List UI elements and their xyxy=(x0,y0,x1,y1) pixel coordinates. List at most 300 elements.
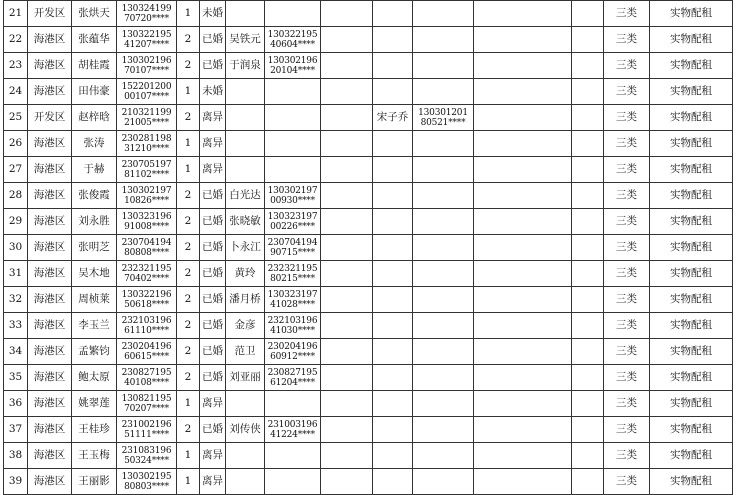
spouse-id-cell-part2: 60912**** xyxy=(270,351,315,362)
spouse-id-cell-part2: 90715**** xyxy=(270,247,315,258)
household-count: 2 xyxy=(177,183,200,209)
spouse-id-cell-part1: 130322195 xyxy=(267,29,318,40)
applicant-name: 胡桂霞 xyxy=(72,53,117,79)
spouse-name xyxy=(226,391,265,417)
allocation-method-cell: 实物配租 xyxy=(650,365,733,391)
allocation-method-cell: 实物配租 xyxy=(650,417,733,443)
spouse-id-cell xyxy=(265,261,321,287)
applicant-id-cell-part1: 230704194 xyxy=(121,237,172,248)
spouse-id-cell-part1: 231003196 xyxy=(267,419,318,430)
category-cell: 三类 xyxy=(604,27,650,53)
table-row xyxy=(4,469,733,495)
spouse-id-cell xyxy=(265,443,321,469)
spouse-name xyxy=(226,105,265,131)
household-count: 2 xyxy=(177,209,200,235)
spouse-name xyxy=(226,443,265,469)
row-number: 29 xyxy=(4,209,28,235)
empty-cell xyxy=(474,339,572,365)
category-cell: 三类 xyxy=(604,339,650,365)
applicant-id-cell xyxy=(117,209,177,235)
member-id-cell xyxy=(413,27,474,53)
empty-cell xyxy=(474,313,572,339)
row-number: 34 xyxy=(4,339,28,365)
spouse-name xyxy=(226,79,265,105)
applicant-id-cell-part2: 81102**** xyxy=(124,169,169,180)
applicant-id-cell-part2: 10826**** xyxy=(124,195,169,206)
applicant-id-cell-part1: 230281198 xyxy=(121,133,172,144)
household-count: 1 xyxy=(177,469,200,495)
applicant-id-cell-part1: 130302197 xyxy=(121,185,172,196)
applicant-id-cell-part2: 80808**** xyxy=(124,247,169,258)
spouse-id-cell-part2: 00226**** xyxy=(270,221,315,232)
household-count: 2 xyxy=(177,235,200,261)
category-cell: 三类 xyxy=(604,417,650,443)
applicant-id-cell xyxy=(117,365,177,391)
allocation-method-cell: 实物配租 xyxy=(650,287,733,313)
member-id-cell xyxy=(413,183,474,209)
applicant-name: 孟繁钧 xyxy=(72,339,117,365)
applicant-id-cell-part1: 230204196 xyxy=(121,341,172,352)
applicant-id-cell-part2: 41207**** xyxy=(124,39,169,50)
empty-cell xyxy=(321,1,373,27)
spouse-id-cell xyxy=(265,365,321,391)
row-number: 33 xyxy=(4,313,28,339)
row-number: 38 xyxy=(4,443,28,469)
applicant-table xyxy=(3,0,733,495)
category-cell: 三类 xyxy=(604,1,650,27)
member-name xyxy=(373,27,413,53)
district-cell: 海港区 xyxy=(28,365,72,391)
spouse-id-cell xyxy=(265,27,321,53)
spouse-name: 于润泉 xyxy=(226,53,265,79)
applicant-name: 张涛 xyxy=(72,131,117,157)
marital-status: 离异 xyxy=(200,443,226,469)
applicant-id-cell xyxy=(117,131,177,157)
spouse-name: 黄玲 xyxy=(226,261,265,287)
spouse-name: 金彦 xyxy=(226,313,265,339)
applicant-name: 张俊霞 xyxy=(72,183,117,209)
category-cell: 三类 xyxy=(604,105,650,131)
spouse-id-cell xyxy=(265,183,321,209)
category-cell: 三类 xyxy=(604,131,650,157)
applicant-name: 刘永胜 xyxy=(72,209,117,235)
spouse-id-cell xyxy=(265,417,321,443)
empty-cell xyxy=(474,105,572,131)
applicant-id-cell-part1: 130322196 xyxy=(121,289,172,300)
member-name xyxy=(373,469,413,495)
district-cell: 海港区 xyxy=(28,469,72,495)
marital-status: 已婚 xyxy=(200,313,226,339)
household-count: 2 xyxy=(177,53,200,79)
row-number: 36 xyxy=(4,391,28,417)
empty-cell xyxy=(572,287,604,313)
table-row xyxy=(4,365,733,391)
empty-cell xyxy=(572,313,604,339)
spouse-id-cell-part1: 130302197 xyxy=(267,185,318,196)
spouse-id-cell xyxy=(265,53,321,79)
marital-status: 已婚 xyxy=(200,261,226,287)
table-row xyxy=(4,105,733,131)
member-id-cell xyxy=(413,365,474,391)
spouse-id-cell-part2: 41028**** xyxy=(270,299,315,310)
member-name xyxy=(373,53,413,79)
row-number: 23 xyxy=(4,53,28,79)
marital-status: 离异 xyxy=(200,157,226,183)
district-cell: 海港区 xyxy=(28,313,72,339)
allocation-method-cell: 实物配租 xyxy=(650,209,733,235)
applicant-id-cell xyxy=(117,313,177,339)
applicant-id-cell-part2: 70720**** xyxy=(124,13,169,24)
applicant-id-cell-part1: 231083196 xyxy=(121,445,172,456)
spouse-name: 张晓敏 xyxy=(226,209,265,235)
empty-cell xyxy=(321,209,373,235)
applicant-name: 于赫 xyxy=(72,157,117,183)
applicant-id-cell-part1: 232103196 xyxy=(121,315,172,326)
empty-cell xyxy=(321,469,373,495)
spouse-name: 卜永江 xyxy=(226,235,265,261)
applicant-id-cell xyxy=(117,417,177,443)
allocation-method-cell: 实物配租 xyxy=(650,443,733,469)
member-id-cell xyxy=(413,105,474,131)
applicant-name: 张明芝 xyxy=(72,235,117,261)
marital-status: 已婚 xyxy=(200,235,226,261)
empty-cell xyxy=(572,79,604,105)
empty-cell xyxy=(321,105,373,131)
spouse-id-cell-part1: 230204196 xyxy=(267,341,318,352)
table-row xyxy=(4,183,733,209)
empty-cell xyxy=(321,235,373,261)
spouse-id-cell-part1: 230827195 xyxy=(267,367,318,378)
applicant-id-cell xyxy=(117,261,177,287)
applicant-name: 张烘天 xyxy=(72,1,117,27)
empty-cell xyxy=(572,469,604,495)
applicant-id-cell-part1: 130324199 xyxy=(121,3,172,14)
empty-cell xyxy=(474,183,572,209)
applicant-id-cell-part2: 50324**** xyxy=(124,455,169,466)
applicant-name: 王玉梅 xyxy=(72,443,117,469)
district-cell: 海港区 xyxy=(28,79,72,105)
empty-cell xyxy=(572,53,604,79)
table-row xyxy=(4,1,733,27)
member-id-cell xyxy=(413,339,474,365)
table-row xyxy=(4,313,733,339)
member-name xyxy=(373,417,413,443)
applicant-id-cell xyxy=(117,183,177,209)
spouse-id-cell-part2: 80215**** xyxy=(270,273,315,284)
spouse-name: 刘传侠 xyxy=(226,417,265,443)
empty-cell xyxy=(321,27,373,53)
table-row xyxy=(4,339,733,365)
applicant-id-cell-part1: 130821195 xyxy=(121,393,172,404)
spouse-id-cell-part2: 40604**** xyxy=(270,39,315,50)
applicant-id-cell xyxy=(117,79,177,105)
applicant-id-cell-part2: 70402**** xyxy=(124,273,169,284)
applicant-id-cell xyxy=(117,469,177,495)
spouse-id-cell xyxy=(265,287,321,313)
table-row xyxy=(4,391,733,417)
category-cell: 三类 xyxy=(604,53,650,79)
member-name xyxy=(373,339,413,365)
spouse-id-cell xyxy=(265,105,321,131)
table-row xyxy=(4,157,733,183)
empty-cell xyxy=(572,1,604,27)
applicant-id-cell xyxy=(117,391,177,417)
applicant-id-cell-part1: 130322195 xyxy=(121,29,172,40)
allocation-method-cell: 实物配租 xyxy=(650,157,733,183)
spouse-id-cell xyxy=(265,339,321,365)
empty-cell xyxy=(572,443,604,469)
empty-cell xyxy=(321,157,373,183)
marital-status: 未婚 xyxy=(200,1,226,27)
household-count: 2 xyxy=(177,339,200,365)
applicant-id-cell-part2: 70207**** xyxy=(124,403,169,414)
household-count: 2 xyxy=(177,417,200,443)
empty-cell xyxy=(572,417,604,443)
empty-cell xyxy=(474,417,572,443)
category-cell: 三类 xyxy=(604,365,650,391)
district-cell: 海港区 xyxy=(28,235,72,261)
row-number: 27 xyxy=(4,157,28,183)
empty-cell xyxy=(474,79,572,105)
member-id-cell xyxy=(413,79,474,105)
marital-status: 离异 xyxy=(200,105,226,131)
member-id-cell xyxy=(413,1,474,27)
row-number: 31 xyxy=(4,261,28,287)
allocation-method-cell: 实物配租 xyxy=(650,27,733,53)
empty-cell xyxy=(572,183,604,209)
district-cell: 海港区 xyxy=(28,339,72,365)
household-count: 1 xyxy=(177,157,200,183)
empty-cell xyxy=(572,131,604,157)
applicant-id-cell-part1: 210321199 xyxy=(121,107,172,118)
marital-status: 未婚 xyxy=(200,79,226,105)
member-id-cell xyxy=(413,131,474,157)
district-cell: 海港区 xyxy=(28,183,72,209)
category-cell: 三类 xyxy=(604,261,650,287)
spouse-name xyxy=(226,1,265,27)
empty-cell xyxy=(572,157,604,183)
spouse-name: 范卫 xyxy=(226,339,265,365)
empty-cell xyxy=(474,1,572,27)
row-number: 21 xyxy=(4,1,28,27)
empty-cell xyxy=(474,27,572,53)
empty-cell xyxy=(572,391,604,417)
applicant-id-cell xyxy=(117,235,177,261)
member-name: 宋子乔 xyxy=(373,105,413,131)
member-id-cell xyxy=(413,235,474,261)
member-id-cell xyxy=(413,53,474,79)
applicant-id-cell-part2: 61110**** xyxy=(124,325,169,336)
table-row xyxy=(4,443,733,469)
applicant-id-cell xyxy=(117,157,177,183)
applicant-id-cell-part2: 50618**** xyxy=(124,299,169,310)
applicant-name: 鲍太原 xyxy=(72,365,117,391)
allocation-method-cell: 实物配租 xyxy=(650,313,733,339)
member-name xyxy=(373,261,413,287)
marital-status: 已婚 xyxy=(200,183,226,209)
spouse-name xyxy=(226,469,265,495)
household-count: 2 xyxy=(177,313,200,339)
spouse-name xyxy=(226,131,265,157)
spouse-id-cell xyxy=(265,131,321,157)
empty-cell xyxy=(572,339,604,365)
row-number: 30 xyxy=(4,235,28,261)
household-count: 1 xyxy=(177,79,200,105)
table-row xyxy=(4,417,733,443)
district-cell: 海港区 xyxy=(28,53,72,79)
spouse-id-cell xyxy=(265,391,321,417)
empty-cell xyxy=(321,183,373,209)
district-cell: 海港区 xyxy=(28,261,72,287)
row-number: 39 xyxy=(4,469,28,495)
applicant-id-cell xyxy=(117,443,177,469)
category-cell: 三类 xyxy=(604,287,650,313)
row-number: 24 xyxy=(4,79,28,105)
spouse-name xyxy=(226,157,265,183)
row-number: 35 xyxy=(4,365,28,391)
household-count: 2 xyxy=(177,27,200,53)
table-row xyxy=(4,79,733,105)
row-number: 25 xyxy=(4,105,28,131)
category-cell: 三类 xyxy=(604,183,650,209)
empty-cell xyxy=(572,365,604,391)
row-number: 32 xyxy=(4,287,28,313)
table-row xyxy=(4,131,733,157)
spouse-name: 吴铁元 xyxy=(226,27,265,53)
empty-cell xyxy=(474,261,572,287)
applicant-id-cell-part2: 80803**** xyxy=(124,481,169,492)
marital-status: 离异 xyxy=(200,131,226,157)
member-id-cell xyxy=(413,417,474,443)
category-cell: 三类 xyxy=(604,391,650,417)
marital-status: 离异 xyxy=(200,469,226,495)
empty-cell xyxy=(474,131,572,157)
allocation-method-cell: 实物配租 xyxy=(650,183,733,209)
applicant-id-cell xyxy=(117,27,177,53)
marital-status: 已婚 xyxy=(200,287,226,313)
member-id-cell xyxy=(413,443,474,469)
spouse-id-cell xyxy=(265,79,321,105)
applicant-id-cell-part1: 152201200 xyxy=(121,81,172,92)
allocation-method-cell: 实物配租 xyxy=(650,469,733,495)
empty-cell xyxy=(572,105,604,131)
applicant-name: 赵梓晗 xyxy=(72,105,117,131)
table-body xyxy=(4,1,733,495)
applicant-id-cell xyxy=(117,105,177,131)
marital-status: 已婚 xyxy=(200,27,226,53)
spouse-id-cell-part1: 232321195 xyxy=(267,263,318,274)
allocation-method-cell: 实物配租 xyxy=(650,339,733,365)
spouse-id-cell-part1: 230704194 xyxy=(267,237,318,248)
member-name xyxy=(373,79,413,105)
member-name xyxy=(373,183,413,209)
table-row xyxy=(4,261,733,287)
empty-cell xyxy=(321,365,373,391)
applicant-name: 吴木地 xyxy=(72,261,117,287)
category-cell: 三类 xyxy=(604,443,650,469)
spouse-id-cell-part1: 130302196 xyxy=(267,55,318,66)
applicant-id-cell-part2: 51111**** xyxy=(124,429,169,440)
applicant-id-cell-part1: 230827195 xyxy=(121,367,172,378)
member-name xyxy=(373,157,413,183)
applicant-id-cell-part1: 130323196 xyxy=(121,211,172,222)
applicant-id-cell-part2: 21005**** xyxy=(124,117,169,128)
empty-cell xyxy=(474,287,572,313)
row-number: 22 xyxy=(4,27,28,53)
table-row xyxy=(4,287,733,313)
member-id-cell-part2: 80521**** xyxy=(420,117,466,128)
household-count: 2 xyxy=(177,287,200,313)
empty-cell xyxy=(321,391,373,417)
empty-cell xyxy=(474,443,572,469)
applicant-id-cell-part1: 232321195 xyxy=(121,263,172,274)
empty-cell xyxy=(474,469,572,495)
member-id-cell xyxy=(413,209,474,235)
spouse-id-cell xyxy=(265,235,321,261)
spouse-id-cell-part2: 41224**** xyxy=(270,429,315,440)
applicant-id-cell-part2: 70107**** xyxy=(124,65,169,76)
spouse-id-cell-part2: 20104**** xyxy=(270,65,315,76)
empty-cell xyxy=(321,443,373,469)
empty-cell xyxy=(572,27,604,53)
empty-cell xyxy=(474,235,572,261)
member-name xyxy=(373,209,413,235)
applicant-id-cell-part1: 231002196 xyxy=(121,419,172,430)
empty-cell xyxy=(321,131,373,157)
empty-cell xyxy=(321,287,373,313)
district-cell: 海港区 xyxy=(28,417,72,443)
member-name xyxy=(373,1,413,27)
applicant-id-cell-part2: 00107**** xyxy=(124,91,169,102)
empty-cell xyxy=(474,391,572,417)
empty-cell xyxy=(474,365,572,391)
marital-status: 已婚 xyxy=(200,209,226,235)
spouse-id-cell xyxy=(265,469,321,495)
member-id-cell-part1: 130301201 xyxy=(418,107,468,118)
marital-status: 已婚 xyxy=(200,417,226,443)
table-row xyxy=(4,27,733,53)
member-name xyxy=(373,235,413,261)
member-id-cell xyxy=(413,469,474,495)
applicant-name: 王丽影 xyxy=(72,469,117,495)
district-cell: 海港区 xyxy=(28,209,72,235)
applicant-name: 王桂珍 xyxy=(72,417,117,443)
row-number: 28 xyxy=(4,183,28,209)
applicant-id-cell xyxy=(117,287,177,313)
spouse-name: 刘亚丽 xyxy=(226,365,265,391)
spouse-id-cell xyxy=(265,1,321,27)
category-cell: 三类 xyxy=(604,313,650,339)
member-id-cell xyxy=(413,157,474,183)
applicant-id-cell-part2: 60615**** xyxy=(124,351,169,362)
member-name xyxy=(373,365,413,391)
category-cell: 三类 xyxy=(604,157,650,183)
empty-cell xyxy=(474,157,572,183)
category-cell: 三类 xyxy=(604,79,650,105)
empty-cell xyxy=(572,235,604,261)
spouse-name: 潘月桥 xyxy=(226,287,265,313)
applicant-id-cell-part2: 31210**** xyxy=(124,143,169,154)
empty-cell xyxy=(321,261,373,287)
empty-cell xyxy=(474,209,572,235)
marital-status: 已婚 xyxy=(200,339,226,365)
applicant-id-cell-part2: 40108**** xyxy=(124,377,169,388)
applicant-id-cell xyxy=(117,53,177,79)
member-id-cell xyxy=(413,391,474,417)
empty-cell xyxy=(321,417,373,443)
allocation-method-cell: 实物配租 xyxy=(650,131,733,157)
allocation-method-cell: 实物配租 xyxy=(650,1,733,27)
